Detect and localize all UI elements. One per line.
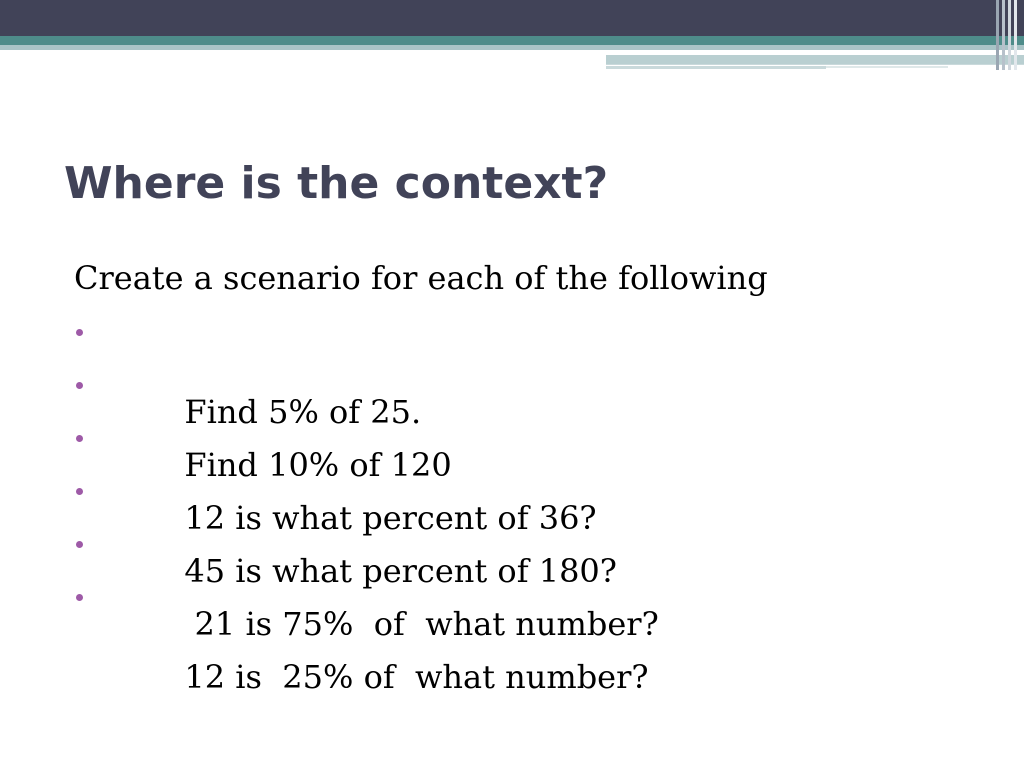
bullet-item: [74, 312, 974, 431]
header-banner-line: [606, 66, 826, 69]
header-banner-dark: [0, 0, 1024, 36]
bullet-text: 12 is what percent of 36?: [184, 499, 597, 537]
bullet-text: 12 is 25% of what number?: [184, 658, 649, 696]
bullet-item: [74, 418, 974, 537]
bullet-text: 21 is 75% of what number?: [184, 605, 659, 643]
slide-body: [74, 258, 974, 696]
bullet-text: Find 10% of 120: [184, 446, 452, 484]
edge-stripe: [1002, 0, 1005, 70]
bullet-dot-icon: [76, 329, 83, 336]
intro-text: Create a scenario for each of the following: [74, 259, 768, 297]
bullet-item: [74, 577, 974, 696]
header-banner-step-bar: [606, 55, 1024, 64]
edge-stripe: [1014, 0, 1017, 70]
bullet-text: 45 is what percent of 180?: [184, 552, 617, 590]
header-banner-teal: [0, 36, 1024, 45]
edge-stripes-decoration: [994, 0, 1024, 70]
bullet-item: [74, 471, 974, 590]
edge-stripe: [1008, 0, 1011, 70]
bullet-item: [74, 365, 974, 484]
bullet-dot-icon: [76, 594, 83, 601]
edge-stripe: [996, 0, 999, 70]
bullet-list: [74, 312, 974, 696]
header-banner-line-secondary: [826, 66, 948, 68]
bullet-item: [74, 524, 974, 643]
bullet-dot-icon: [76, 382, 83, 389]
bullet-dot-icon: [76, 541, 83, 548]
bullet-dot-icon: [76, 488, 83, 495]
bullet-dot-icon: [76, 435, 83, 442]
slide-title: Where is the context?: [64, 158, 609, 209]
bullet-text: Find 5% of 25.: [184, 393, 422, 431]
